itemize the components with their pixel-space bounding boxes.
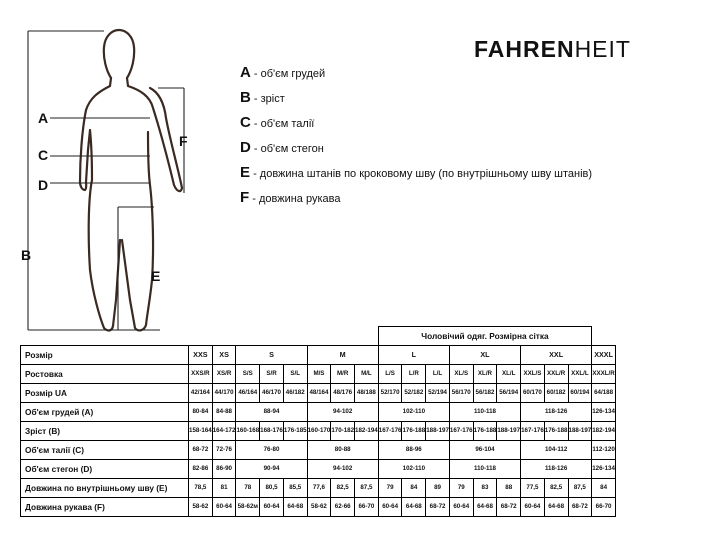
table-cell: 64-68 — [283, 497, 307, 516]
table-cell: 68-72 — [497, 497, 521, 516]
caption-row — [21, 327, 616, 346]
table-cell: 85,5 — [283, 478, 307, 497]
table-cell: 110-118 — [449, 402, 520, 421]
table-cell: 60-64 — [212, 497, 236, 516]
brand-logo — [474, 36, 631, 63]
body-silhouette-icon — [0, 0, 230, 340]
size-header-cell: XXXL — [592, 345, 616, 364]
table-cell: 167-176 — [378, 421, 402, 440]
caption-spacer — [592, 327, 616, 346]
table-cell: 188-197 — [426, 421, 450, 440]
table-cell: 42/164 — [189, 383, 213, 402]
table-cell: M/L — [355, 364, 379, 383]
table-cell: 77,6 — [307, 478, 331, 497]
size-header-cell: S — [236, 345, 307, 364]
table-cell: 64-68 — [473, 497, 497, 516]
table-cell: 126-134 — [592, 402, 616, 421]
table-row — [21, 440, 616, 459]
table-cell: 167-176 — [449, 421, 473, 440]
table-cell: 87,5 — [355, 478, 379, 497]
table-cell: 168-176 — [260, 421, 284, 440]
size-header-cell: L — [378, 345, 449, 364]
table-cell: 58-62 — [189, 497, 213, 516]
table-cell: 96-104 — [449, 440, 520, 459]
table-cell: XS/R — [212, 364, 236, 383]
table-cell: 77,5 — [521, 478, 545, 497]
table-cell: 87,5 — [568, 478, 592, 497]
legend-item: F - довжина рукава — [240, 189, 341, 206]
table-cell: 160-170 — [307, 421, 331, 440]
table-cell: 52/194 — [426, 383, 450, 402]
table-cell: 60/170 — [521, 383, 545, 402]
table-cell: 80-88 — [307, 440, 378, 459]
size-header-cell: XXL — [521, 345, 592, 364]
table-cell: 84-88 — [212, 402, 236, 421]
legend-item: E - довжина штанів по кроковому шву (по внутрішньому шву штанів) — [240, 164, 593, 181]
table-cell: 56/182 — [473, 383, 497, 402]
table-cell: L/S — [378, 364, 402, 383]
table-cell: XXL/S — [521, 364, 545, 383]
table-cell: 158-164 — [189, 421, 213, 440]
table-cell: 58-62м — [236, 497, 260, 516]
brand-bold: FAHREN — [474, 36, 575, 62]
table-cell: 48/176 — [331, 383, 355, 402]
table-cell: S/R — [260, 364, 284, 383]
table-cell: 84 — [592, 478, 616, 497]
size-header-cell: M — [307, 345, 378, 364]
table-cell: 94-102 — [307, 402, 378, 421]
body-measurement-figure — [0, 0, 230, 340]
table-row — [21, 402, 616, 421]
row-label: Розмір UA — [21, 383, 189, 402]
size-chart-table — [20, 326, 616, 517]
table-cell: XL/L — [497, 364, 521, 383]
table-row — [21, 478, 616, 497]
table-cell: 82,5 — [544, 478, 568, 497]
table-cell: 167-176 — [521, 421, 545, 440]
table-cell: 78,5 — [189, 478, 213, 497]
row-label: Об'єм грудей (А) — [21, 402, 189, 421]
table-cell: 79 — [449, 478, 473, 497]
table-cell: XL/R — [473, 364, 497, 383]
label-c: C — [38, 147, 49, 163]
table-cell: 60/194 — [568, 383, 592, 402]
table-cell: 60/182 — [544, 383, 568, 402]
table-cell: 46/182 — [283, 383, 307, 402]
table-row — [21, 497, 616, 516]
table-cell: 164-172 — [212, 421, 236, 440]
table-row — [21, 421, 616, 440]
table-cell: 44/170 — [212, 383, 236, 402]
table-cell: XXL/R — [544, 364, 568, 383]
table-cell: 126-134 — [592, 459, 616, 478]
table-cell: 176-188 — [402, 421, 426, 440]
table-cell: 60-64 — [521, 497, 545, 516]
table-cell: 52/170 — [378, 383, 402, 402]
table-cell: 68-72 — [189, 440, 213, 459]
table-cell: 46/164 — [236, 383, 260, 402]
table-cell: 56/194 — [497, 383, 521, 402]
table-cell: 64-68 — [544, 497, 568, 516]
table-cell: 68-72 — [426, 497, 450, 516]
table-cell: 160-168 — [236, 421, 260, 440]
table-cell: 78 — [236, 478, 260, 497]
table-row — [21, 459, 616, 478]
legend-item: B - зріст — [240, 89, 285, 106]
table-cell: S/L — [283, 364, 307, 383]
table-cell: 56/170 — [449, 383, 473, 402]
table-cell: 94-102 — [307, 459, 378, 478]
table-cell: 60-64 — [449, 497, 473, 516]
table-cell: 64/188 — [592, 383, 616, 402]
table-cell: 84 — [402, 478, 426, 497]
row-label: Об'єм стегон (D) — [21, 459, 189, 478]
size-header-cell: XL — [449, 345, 520, 364]
table-cell: 110-118 — [449, 459, 520, 478]
table-cell: 80,5 — [260, 478, 284, 497]
table-cell: 88-96 — [378, 440, 449, 459]
table-cell: 48/164 — [307, 383, 331, 402]
table-cell: M/S — [307, 364, 331, 383]
table-cell: 60-64 — [260, 497, 284, 516]
legend-item: C - об'єм талії — [240, 114, 315, 131]
table-cell: 89 — [426, 478, 450, 497]
row-label: Розмір — [21, 345, 189, 364]
table-cell: 102-110 — [378, 459, 449, 478]
table-cell: 60-64 — [378, 497, 402, 516]
table-cell: 88-94 — [236, 402, 307, 421]
table-cell: 90-94 — [236, 459, 307, 478]
table-cell: 176-185 — [283, 421, 307, 440]
table-caption: Чоловічий одяг. Розмірна сітка — [378, 327, 591, 346]
label-d: D — [38, 177, 49, 193]
table-cell: XXS/R — [189, 364, 213, 383]
table-cell: 52/182 — [402, 383, 426, 402]
row-label: Довжина рукава (F) — [21, 497, 189, 516]
table-cell: 48/188 — [355, 383, 379, 402]
caption-spacer — [21, 327, 379, 346]
table-cell: L/R — [402, 364, 426, 383]
table-cell: M/R — [331, 364, 355, 383]
table-cell: 76-80 — [236, 440, 307, 459]
table-cell: 46/170 — [260, 383, 284, 402]
table-cell: 80-84 — [189, 402, 213, 421]
label-e: E — [151, 268, 161, 284]
table-cell: 81 — [212, 478, 236, 497]
legend-item: A - об'єм грудей — [240, 64, 326, 81]
label-f: F — [179, 133, 188, 149]
table-row — [21, 364, 616, 383]
label-b: B — [21, 247, 32, 263]
table-row — [21, 383, 616, 402]
table-cell: 82,5 — [331, 478, 355, 497]
table-cell: 62-66 — [331, 497, 355, 516]
table-cell: 188-197 — [568, 421, 592, 440]
brand-light: HEIT — [574, 36, 631, 62]
table-cell: 82-86 — [189, 459, 213, 478]
table-cell: XXL/L — [568, 364, 592, 383]
row-label: Зріст (B) — [21, 421, 189, 440]
table-cell: 88 — [497, 478, 521, 497]
table-cell: 182-194 — [355, 421, 379, 440]
table-cell: 64-68 — [402, 497, 426, 516]
size-header-row — [21, 345, 616, 364]
table-cell: 182-194 — [592, 421, 616, 440]
table-cell: 170-182 — [331, 421, 355, 440]
table-cell: 112-120 — [592, 440, 616, 459]
table-cell: 72-76 — [212, 440, 236, 459]
table-cell: 86-90 — [212, 459, 236, 478]
table-cell: L/L — [426, 364, 450, 383]
table-cell: 118-126 — [521, 459, 592, 478]
table-cell: 118-126 — [521, 402, 592, 421]
table-cell: S/S — [236, 364, 260, 383]
label-a: A — [38, 110, 49, 126]
row-label: Об'єм талії (С) — [21, 440, 189, 459]
table-cell: XXXL/R — [592, 364, 616, 383]
table-cell: 102-110 — [378, 402, 449, 421]
measurement-legend — [240, 64, 592, 214]
table-cell: 104-112 — [521, 440, 592, 459]
table-cell: 176-188 — [473, 421, 497, 440]
table-cell: 176-188 — [544, 421, 568, 440]
table-cell: 66-70 — [592, 497, 616, 516]
table-cell: 58-62 — [307, 497, 331, 516]
size-header-cell: XXS — [189, 345, 213, 364]
table-cell: 68-72 — [568, 497, 592, 516]
size-header-cell: XS — [212, 345, 236, 364]
row-label: Довжина по внутрішньому шву (E) — [21, 478, 189, 497]
table-cell: 79 — [378, 478, 402, 497]
table-cell: 83 — [473, 478, 497, 497]
legend-item: D - об'єм стегон — [240, 139, 324, 156]
table-cell: 188-197 — [497, 421, 521, 440]
table-cell: XL/S — [449, 364, 473, 383]
row-label: Ростовка — [21, 364, 189, 383]
table-cell: 66-70 — [355, 497, 379, 516]
